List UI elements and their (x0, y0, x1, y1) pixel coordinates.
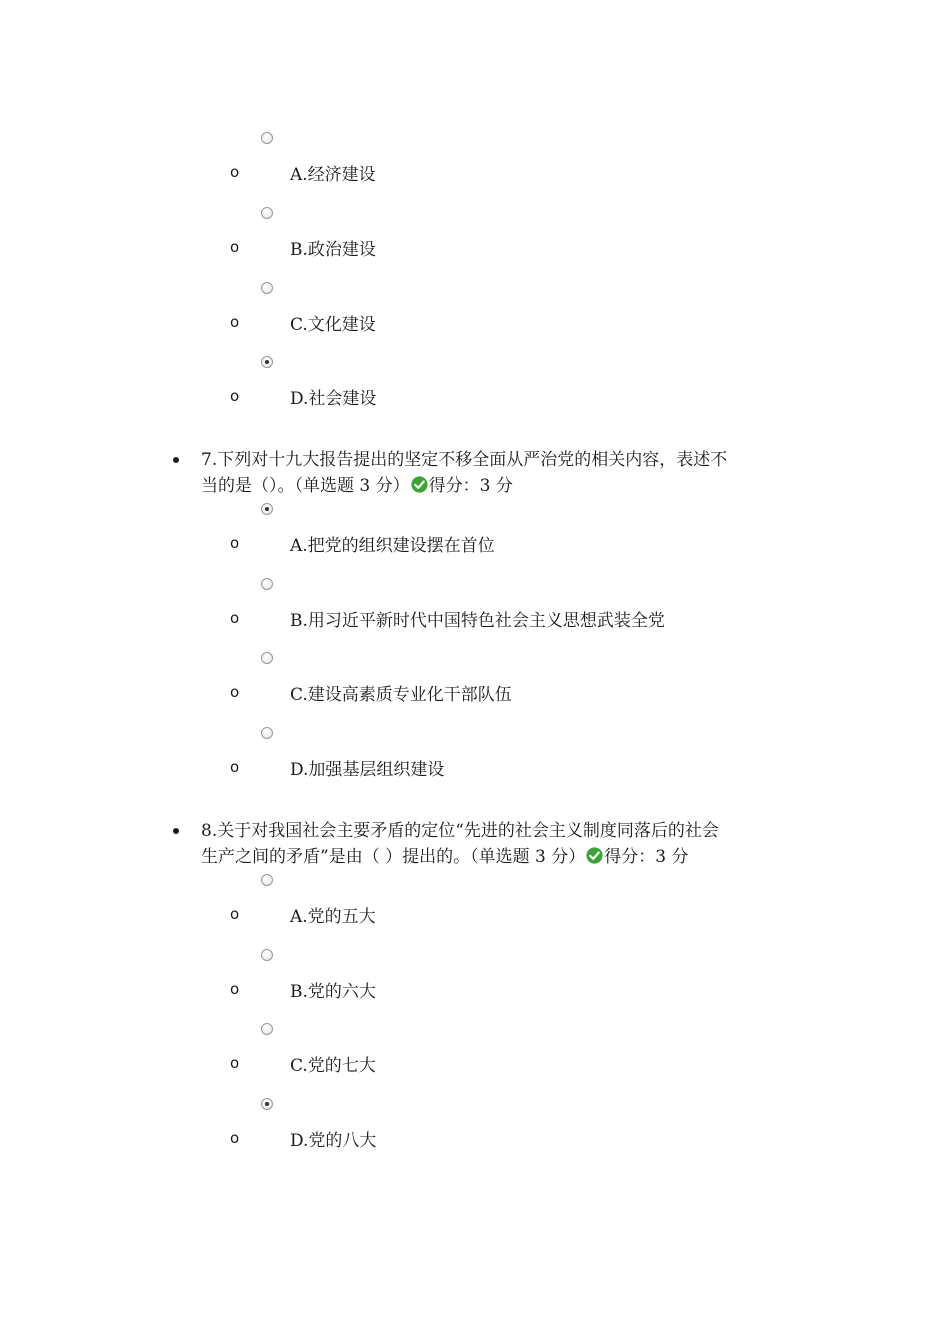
question-7-score: 得分：3 分 (428, 476, 513, 496)
question-8-score: 得分：3 分 (604, 847, 689, 867)
option-label-6a: A.经济建设 (290, 165, 376, 185)
radio-option-7a[interactable] (261, 503, 273, 515)
option-label-7a: A.把党的组织建设摆在首位 (290, 536, 495, 556)
sub-bullet: o (230, 905, 240, 923)
sub-bullet: o (230, 238, 240, 256)
radio-option-7b[interactable] (261, 578, 273, 590)
sub-bullet: o (230, 534, 240, 552)
question-bullet (173, 828, 179, 834)
question-8-line-2 (201, 844, 801, 870)
radio-option-8d[interactable] (261, 1098, 273, 1110)
sub-bullet: o (230, 1129, 240, 1147)
sub-bullet: o (230, 609, 240, 627)
radio-option-6d[interactable] (261, 356, 273, 368)
radio-option-7c[interactable] (261, 652, 273, 664)
option-label-7d: D.加强基层组织建设 (290, 760, 445, 780)
option-label-8d: D.党的八大 (290, 1131, 377, 1151)
radio-option-6b[interactable] (261, 207, 273, 219)
question-7-stem: 当的是（）。（单选题 3 分） (201, 476, 410, 496)
option-label-8c: C.党的七大 (290, 1056, 376, 1076)
option-label-6b: B.政治建设 (290, 240, 376, 260)
checkmark-circle-icon (586, 847, 603, 864)
question-7-text (201, 447, 801, 499)
option-label-7c: C.建设高素质专业化干部队伍 (290, 685, 512, 705)
radio-option-8c[interactable] (261, 1023, 273, 1035)
option-label-8a: A.党的五大 (290, 907, 376, 927)
question-7-line-1: 7.下列对十九大报告提出的坚定不移全面从严治党的相关内容，表述不 (201, 450, 728, 470)
sub-bullet: o (230, 1054, 240, 1072)
option-label-6d: D.社会建设 (290, 389, 377, 409)
sub-bullet: o (230, 387, 240, 405)
radio-option-6a[interactable] (261, 132, 273, 144)
question-8-line-1: 8.关于对我国社会主要矛盾的定位“先进的社会主义制度同落后的社会 (201, 821, 719, 841)
sub-bullet: o (230, 758, 240, 776)
question-7-line-2 (201, 473, 801, 499)
option-label-7b: B.用习近平新时代中国特色社会主义思想武装全党 (290, 611, 665, 631)
sub-bullet: o (230, 980, 240, 998)
radio-option-6c[interactable] (261, 282, 273, 294)
option-label-6c: C.文化建设 (290, 315, 376, 335)
radio-option-8b[interactable] (261, 949, 273, 961)
radio-option-7d[interactable] (261, 727, 273, 739)
option-label-8b: B.党的六大 (290, 982, 376, 1002)
sub-bullet: o (230, 163, 240, 181)
sub-bullet: o (230, 683, 240, 701)
radio-option-8a[interactable] (261, 874, 273, 886)
checkmark-circle-icon (411, 476, 428, 493)
sub-bullet: o (230, 313, 240, 331)
question-8-text (201, 818, 801, 870)
question-bullet (173, 457, 179, 463)
question-8-stem: 生产之间的矛盾”是由（ ）提出的。（单选题 3 分） (201, 847, 586, 867)
